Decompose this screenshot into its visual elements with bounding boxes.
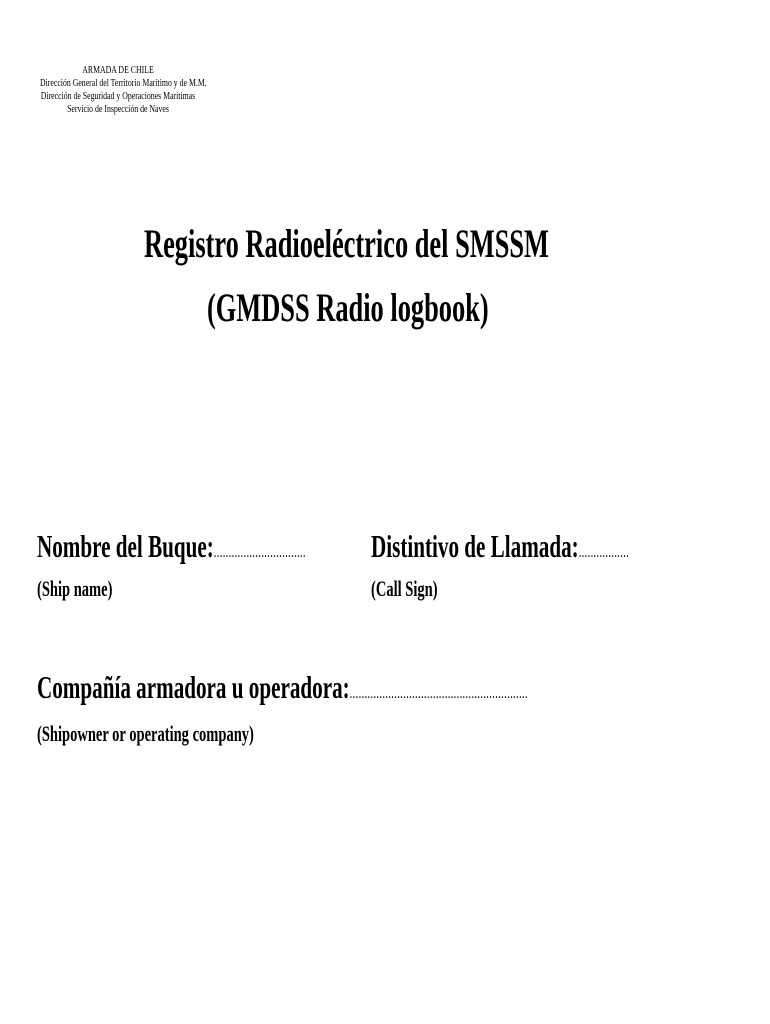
title-english: (GMDSS Radio logbook) xyxy=(207,285,489,330)
header-service: Servicio de Inspección de Naves xyxy=(67,104,169,115)
header-directorate: Dirección General del Territorio Marítimo y de M.M. xyxy=(40,78,207,89)
call-sign-label: Distintivo de Llamada: xyxy=(371,528,579,564)
call-sign-fill-line: ................. xyxy=(578,544,630,561)
ship-name-translation: (Ship name) xyxy=(37,576,113,601)
company-fill-line: ............................................................ xyxy=(349,685,528,702)
company-label: Compañía armadora u operadora: xyxy=(37,669,350,705)
call-sign-translation: (Call Sign) xyxy=(371,576,438,601)
ship-name-label: Nombre del Buque: xyxy=(37,528,214,564)
ship-name-fill-line: ............................... xyxy=(213,544,306,561)
header-department: Dirección de Seguridad y Operaciones Marítimas xyxy=(40,91,196,102)
document-header xyxy=(18,64,218,116)
title-spanish: Registro Radioeléctrico del SMSSM xyxy=(144,221,549,266)
header-organization: ARMADA DE CHILE xyxy=(82,65,154,76)
company-translation: (Shipowner or operating company) xyxy=(37,721,254,746)
